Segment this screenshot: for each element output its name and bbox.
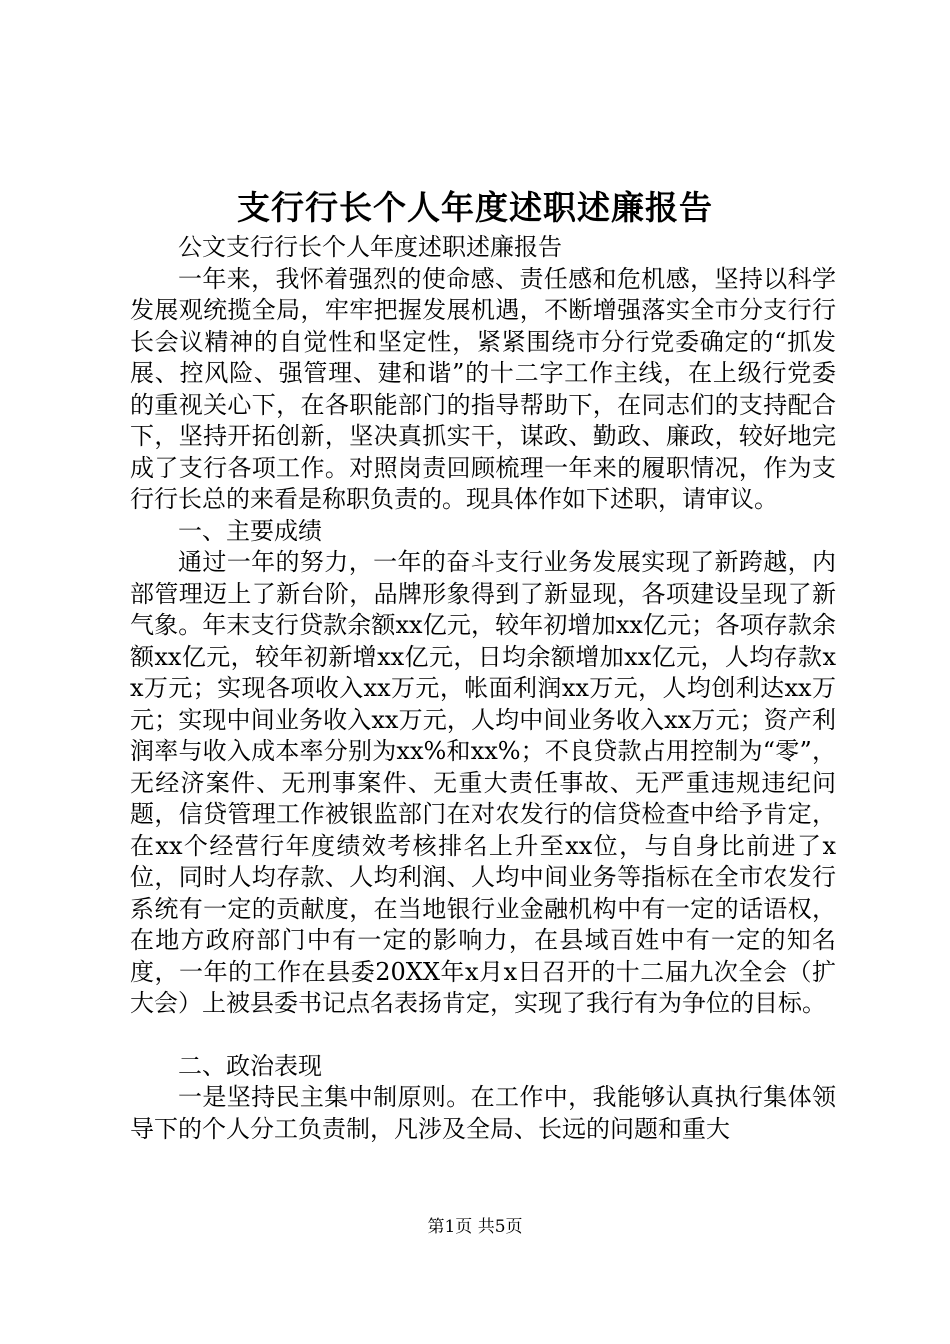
section-heading-political: 二、政治表现 (178, 1051, 322, 1080)
document-title: 支行行长个人年度述职述廉报告 (237, 188, 713, 227)
section-heading-achievements: 一、主要成绩 (178, 516, 322, 545)
paragraph-subtitle: 公文支行行长个人年度述职述廉报告 (178, 233, 562, 261)
page-number: 第1页 共5页 (427, 1217, 523, 1237)
paragraph-intro: 一年来，我怀着强烈的使命感、责任感和危机感，坚持以科学发展观统揽全局，牢牢把握发展机遇，不断增强落实全市分支行行长会议精神的自觉性和坚定性，紧紧围绕市分行党委确定的“抓发展、控风险、强管理、建和谐”的十二字工作主线，在上级行党委的重视关心下，在各职能部门的指导帮助下，在同志们的支持配合下，坚持开拓创新，坚决真抓实干，谋政、勤政、廉政，较好地完成了支行各项工作。对照岗责回顾梳理一年来的履职情况，作为支行行长总的来看是称职负责的。现具体作如下述职，请审议。 (130, 264, 836, 513)
paragraph-political: 一是坚持民主集中制原则。在工作中，我能够认真执行集体领导下的个人分工负责制，凡涉及全局、长远的问题和重大 (130, 1083, 836, 1143)
document-body (130, 232, 836, 1145)
paragraph-achievements: 通过一年的努力，一年的奋斗支行业务发展实现了新跨越，内部管理迈上了新台阶，品牌形象得到了新显现，各项建设呈现了新气象。年末支行贷款余额xx亿元，较年初增加xx亿元；各项存款余额xx亿元，较年初新增xx亿元，日均余额增加xx亿元，人均存款xx万元；实现各项收入xx万元，帐面利润xx万元，人均创利达xx万元；实现中间业务收入xx万元，人均中间业务收入xx万元；资产利润率与收入成本率分别为xx%和xx%；不良贷款占用控制为“零”，无经济案件、无刑事案件、无重大责任事故、无严重违规违纪问题，信贷管理工作被银监部门在对农发行的信贷检查中给予肯定，在xx个经营行年度绩效考核排名上升至xx位，与自身比前进了x位，同时人均存款、人均利润、人均中间业务等指标在全市农发行系统有一定的贡献度，在当地银行业金融机构中有一定的话语权，在地方政府部门中有一定的影响力，在县域百姓中有一定的知名度，一年的工作在县委20XX年x月x日召开的十二届九次全会（扩大会）上被县委书记点名表扬肯定，实现了我行有为争位的目标。 (130, 548, 836, 1017)
